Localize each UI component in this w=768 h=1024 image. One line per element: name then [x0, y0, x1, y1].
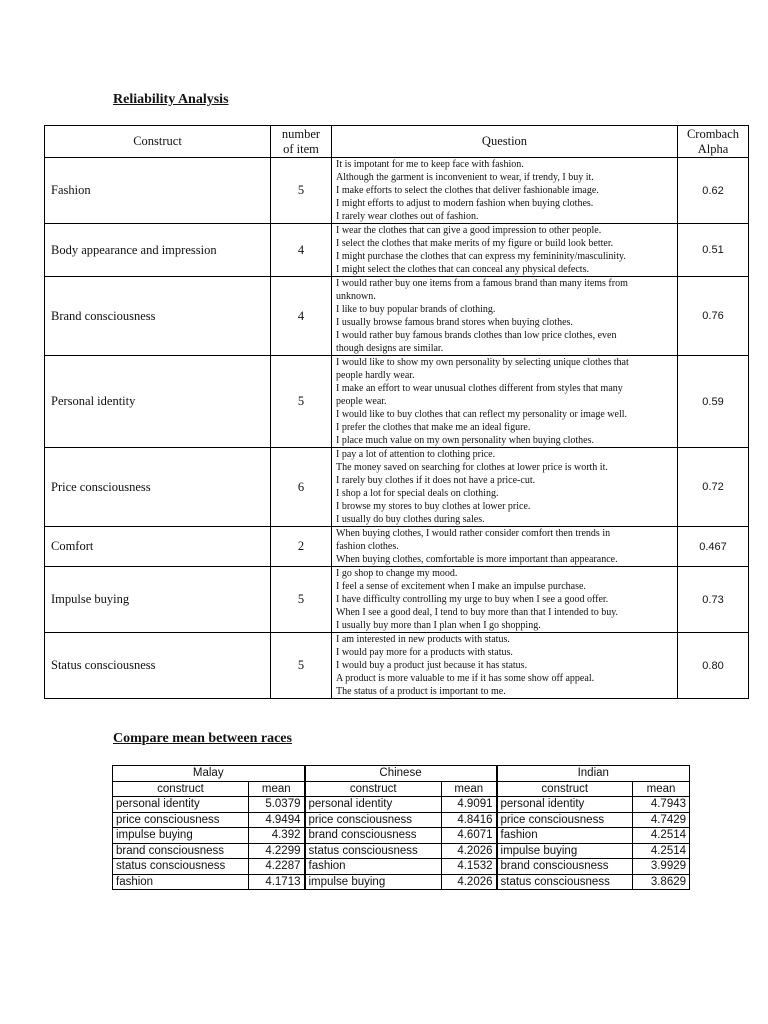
construct-cell: Impulse buying — [45, 567, 271, 633]
question-cell — [332, 356, 678, 448]
construct-cell: Personal identity — [45, 356, 271, 448]
mean-malay-cell: 4.2299 — [249, 843, 305, 859]
question-line: I like to buy popular brands of clothing. — [336, 304, 496, 315]
mean-indian-cell: 4.7429 — [633, 812, 690, 828]
item-count-cell: 5 — [271, 633, 332, 699]
question-line: unknown. — [336, 291, 376, 302]
number-of-item-header — [271, 126, 332, 158]
item-count-cell: 2 — [271, 527, 332, 567]
mean-indian-cell: 3.8629 — [633, 874, 690, 890]
number-header-line2: of item — [283, 141, 319, 156]
question-cell — [332, 633, 678, 699]
item-count-cell: 5 — [271, 158, 332, 224]
construct-chinese-cell: personal identity — [305, 797, 442, 813]
reliability-analysis-heading: Reliability Analysis — [113, 92, 229, 107]
question-line: I usually do buy clothes during sales. — [336, 514, 485, 525]
mean-chinese-cell: 4.1532 — [442, 859, 497, 875]
item-count-cell: 5 — [271, 567, 332, 633]
col-construct-chinese: construct — [305, 781, 442, 797]
item-count-cell: 4 — [271, 277, 332, 356]
question-line: Although the garment is inconvenient to wear, if trendy, I buy it. — [336, 172, 594, 183]
question-line: I would like to show my own personality by selecting unique clothes that — [336, 357, 629, 368]
mean-chinese-cell: 4.2026 — [442, 874, 497, 890]
col-construct-malay: construct — [113, 781, 249, 797]
construct-cell: Body appearance and impression — [45, 224, 271, 277]
question-line: A product is more valuable to me if it has some show off appeal. — [336, 673, 595, 684]
question-line: I make efforts to select the clothes that deliver fashionable image. — [336, 185, 599, 196]
question-line: It is impotant for me to keep face with fashion. — [336, 159, 524, 170]
compare-row — [113, 812, 690, 828]
construct-cell: Brand consciousness — [45, 277, 271, 356]
question-line: The status of a product is important to me. — [336, 686, 506, 697]
number-header-line1: number — [281, 126, 321, 141]
question-line: I would rather buy famous brands clothes than low price clothes, even — [336, 330, 617, 341]
alpha-cell: 0.80 — [678, 633, 749, 699]
mean-malay-cell: 4.9494 — [249, 812, 305, 828]
compare-mean-table-body — [113, 766, 690, 890]
question-line: I might select the clothes that can conceal any physical defects. — [336, 264, 589, 275]
compare-mean-heading: Compare mean between races — [113, 731, 292, 746]
reliability-row — [45, 633, 749, 699]
mean-indian-cell: 3.9929 — [633, 859, 690, 875]
group-header-chinese: Chinese — [305, 766, 497, 782]
reliability-header-row — [45, 126, 749, 158]
construct-malay-cell: fashion — [113, 874, 249, 890]
construct-chinese-cell: status consciousness — [305, 843, 442, 859]
construct-cell: Price consciousness — [45, 448, 271, 527]
question-line: I might purchase the clothes that can express my femininity/masculinity. — [336, 251, 626, 262]
construct-indian-cell: fashion — [497, 828, 633, 844]
construct-indian-cell: status consciousness — [497, 874, 633, 890]
question-line: I have difficulty controlling my urge to buy when I see a good offer. — [336, 594, 609, 605]
alpha-header — [678, 126, 749, 158]
question-line: When buying clothes, comfortable is more important than appearance. — [336, 554, 618, 565]
reliability-row — [45, 224, 749, 277]
question-line: I prefer the clothes that make me an ideal figure. — [336, 422, 531, 433]
mean-chinese-cell: 4.2026 — [442, 843, 497, 859]
alpha-cell: 0.72 — [678, 448, 749, 527]
question-line: I browse my stores to buy clothes at lower price. — [336, 501, 531, 512]
alpha-cell: 0.73 — [678, 567, 749, 633]
reliability-row — [45, 356, 749, 448]
question-line: I usually browse famous brand stores when buying clothes. — [336, 317, 573, 328]
mean-malay-cell: 5.0379 — [249, 797, 305, 813]
construct-indian-cell: personal identity — [497, 797, 633, 813]
question-cell — [332, 158, 678, 224]
question-line: I wear the clothes that can give a good impression to other people. — [336, 225, 602, 236]
item-count-cell: 5 — [271, 356, 332, 448]
question-line: fashion clothes. — [336, 541, 399, 552]
mean-chinese-cell: 4.6071 — [442, 828, 497, 844]
construct-malay-cell: impulse buying — [113, 828, 249, 844]
question-line: I select the clothes that make merits of my figure or build look better. — [336, 238, 614, 249]
mean-chinese-cell: 4.8416 — [442, 812, 497, 828]
question-line: I would rather buy one items from a famous brand than many items from — [336, 278, 628, 289]
construct-malay-cell: price consciousness — [113, 812, 249, 828]
col-mean-malay: mean — [249, 781, 305, 797]
question-line: I would like to buy clothes that can reflect my personality or image well. — [336, 409, 628, 420]
construct-chinese-cell: brand consciousness — [305, 828, 442, 844]
reliability-table-body — [45, 158, 749, 699]
alpha-header-line1: Crombach — [686, 126, 740, 141]
alpha-cell: 0.51 — [678, 224, 749, 277]
mean-malay-cell: 4.392 — [249, 828, 305, 844]
group-header-indian: Indian — [497, 766, 690, 782]
compare-row — [113, 797, 690, 813]
question-line: though designs are similar. — [336, 343, 444, 354]
construct-chinese-cell: impulse buying — [305, 874, 442, 890]
alpha-cell: 0.467 — [678, 527, 749, 567]
construct-malay-cell: status consciousness — [113, 859, 249, 875]
construct-malay-cell: personal identity — [113, 797, 249, 813]
mean-indian-cell: 4.2514 — [633, 843, 690, 859]
reliability-row — [45, 277, 749, 356]
mean-malay-cell: 4.2287 — [249, 859, 305, 875]
alpha-header-line2: Alpha — [697, 141, 729, 156]
column-header-row — [113, 781, 690, 797]
compare-row — [113, 874, 690, 890]
question-line: When I see a good deal, I tend to buy more than that I intended to buy. — [336, 607, 619, 618]
question-cell — [332, 277, 678, 356]
construct-header: Construct — [45, 126, 271, 158]
alpha-cell: 0.59 — [678, 356, 749, 448]
reliability-table — [44, 125, 749, 699]
mean-chinese-cell: 4.9091 — [442, 797, 497, 813]
mean-indian-cell: 4.2514 — [633, 828, 690, 844]
question-line: I would pay more for a products with status. — [336, 647, 513, 658]
mean-indian-cell: 4.7943 — [633, 797, 690, 813]
race-group-row — [113, 766, 690, 782]
compare-row — [113, 828, 690, 844]
item-count-cell: 4 — [271, 224, 332, 277]
reliability-row — [45, 567, 749, 633]
col-mean-indian: mean — [633, 781, 690, 797]
construct-chinese-cell: price consciousness — [305, 812, 442, 828]
construct-malay-cell: brand consciousness — [113, 843, 249, 859]
question-line: I go shop to change my mood. — [336, 568, 458, 579]
question-line: I make an effort to wear unusual clothes different from styles that many — [336, 383, 623, 394]
question-header: Question — [332, 126, 678, 158]
question-line: I rarely buy clothes if it does not have a price-cut. — [336, 475, 536, 486]
col-mean-chinese: mean — [442, 781, 497, 797]
question-line: I am interested in new products with status. — [336, 634, 510, 645]
construct-cell: Status consciousness — [45, 633, 271, 699]
reliability-row — [45, 158, 749, 224]
reliability-row — [45, 527, 749, 567]
construct-chinese-cell: fashion — [305, 859, 442, 875]
question-line: I would buy a product just because it has status. — [336, 660, 528, 671]
question-line: When buying clothes, I would rather consider comfort then trends in — [336, 528, 611, 539]
question-line: I place much value on my own personality when buying clothes. — [336, 435, 594, 446]
question-line: The money saved on searching for clothes at lower price is worth it. — [336, 462, 608, 473]
mean-malay-cell: 4.1713 — [249, 874, 305, 890]
item-count-cell: 6 — [271, 448, 332, 527]
compare-row — [113, 843, 690, 859]
question-line: I feel a sense of excitement when I make an impulse purchase. — [336, 581, 586, 592]
question-cell — [332, 448, 678, 527]
compare-mean-table — [112, 765, 690, 890]
construct-indian-cell: brand consciousness — [497, 859, 633, 875]
construct-indian-cell: impulse buying — [497, 843, 633, 859]
question-line: people wear. — [336, 396, 387, 407]
question-line: I shop a lot for special deals on clothing. — [336, 488, 499, 499]
question-line: I rarely wear clothes out of fashion. — [336, 211, 479, 222]
col-construct-indian: construct — [497, 781, 633, 797]
question-line: people hardly wear. — [336, 370, 415, 381]
question-line: I pay a lot of attention to clothing price. — [336, 449, 496, 460]
alpha-cell: 0.76 — [678, 277, 749, 356]
question-cell — [332, 567, 678, 633]
reliability-row — [45, 448, 749, 527]
group-header-malay: Malay — [113, 766, 305, 782]
question-cell — [332, 527, 678, 567]
construct-cell: Comfort — [45, 527, 271, 567]
question-cell — [332, 224, 678, 277]
construct-indian-cell: price consciousness — [497, 812, 633, 828]
construct-cell: Fashion — [45, 158, 271, 224]
alpha-cell: 0.62 — [678, 158, 749, 224]
compare-row — [113, 859, 690, 875]
question-line: I might efforts to adjust to modern fashion when buying clothes. — [336, 198, 594, 209]
question-line: I usually buy more than I plan when I go shopping. — [336, 620, 541, 631]
